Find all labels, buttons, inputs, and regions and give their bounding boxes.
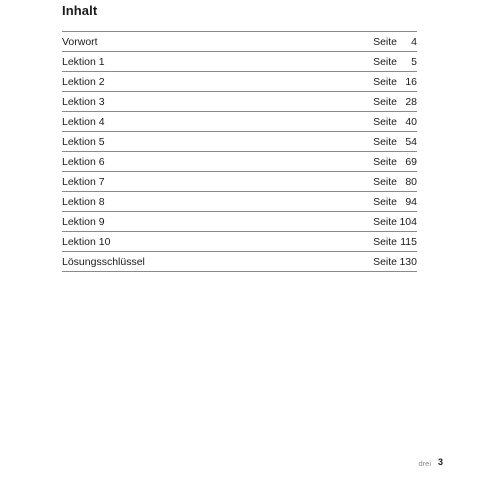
toc-entry[interactable]: [62, 92, 417, 112]
toc-entry-page-number: 16: [405, 76, 417, 88]
toc-entry[interactable]: [62, 192, 417, 212]
toc-entry-page-number: 69: [405, 156, 417, 168]
toc-entry[interactable]: [62, 52, 417, 72]
toc-entry[interactable]: [62, 212, 417, 232]
toc-entry[interactable]: [62, 172, 417, 192]
toc-entry-label: Lektion 3: [62, 96, 105, 108]
toc-entry-label: Lektion 2: [62, 76, 105, 88]
toc-entry-page-number: 28: [405, 96, 417, 108]
toc-entry-seite: Seite: [373, 96, 397, 108]
page-number-word: drei: [418, 459, 431, 468]
toc-entry-page-number: 5: [411, 56, 417, 68]
toc-entry-seite: Seite: [373, 216, 397, 228]
toc-entry-seite: Seite: [373, 236, 397, 248]
toc-entry[interactable]: [62, 32, 417, 52]
toc-entry-label: Lektion 10: [62, 236, 111, 248]
toc-entry-label: Lösungsschlüssel: [62, 256, 145, 268]
toc-entry-seite: Seite: [373, 156, 397, 168]
toc-entry-page-number: 4: [411, 36, 417, 48]
toc-entry-seite: Seite: [373, 76, 397, 88]
toc-entry-seite: Seite: [373, 36, 397, 48]
toc-entry-label: Lektion 7: [62, 176, 105, 188]
toc-entry-label: Lektion 9: [62, 216, 105, 228]
toc-entry-label: Vorwort: [62, 36, 98, 48]
toc-entry-page-number: 130: [399, 256, 417, 268]
toc-entry-seite: Seite: [373, 176, 397, 188]
toc-entry-label: Lektion 5: [62, 136, 105, 148]
toc-entry[interactable]: [62, 132, 417, 152]
toc-entry-page-number: 54: [405, 136, 417, 148]
toc-entry-seite: Seite: [373, 196, 397, 208]
toc-entry-label: Lektion 4: [62, 116, 105, 128]
toc-entry-page-number: 40: [405, 116, 417, 128]
toc-entry[interactable]: [62, 152, 417, 172]
toc-entry-seite: Seite: [373, 56, 397, 68]
toc-entry[interactable]: [62, 252, 417, 272]
toc-entry-page-number: 104: [399, 216, 417, 228]
toc-entry-page-number: 94: [405, 196, 417, 208]
toc-entry-seite: Seite: [373, 256, 397, 268]
page-title: Inhalt: [62, 3, 98, 18]
toc-entry-seite: Seite: [373, 116, 397, 128]
toc-entry-label: Lektion 1: [62, 56, 105, 68]
toc-entry-page-number: 115: [400, 236, 417, 248]
toc-entry[interactable]: [62, 72, 417, 92]
toc-entry[interactable]: [62, 232, 417, 252]
table-of-contents: [62, 31, 417, 272]
toc-entry-seite: Seite: [373, 136, 397, 148]
toc-entry[interactable]: [62, 112, 417, 132]
page-number: 3: [437, 457, 443, 467]
toc-entry-page-number: 80: [405, 176, 417, 188]
toc-entry-label: Lektion 8: [62, 196, 105, 208]
toc-entry-label: Lektion 6: [62, 156, 105, 168]
